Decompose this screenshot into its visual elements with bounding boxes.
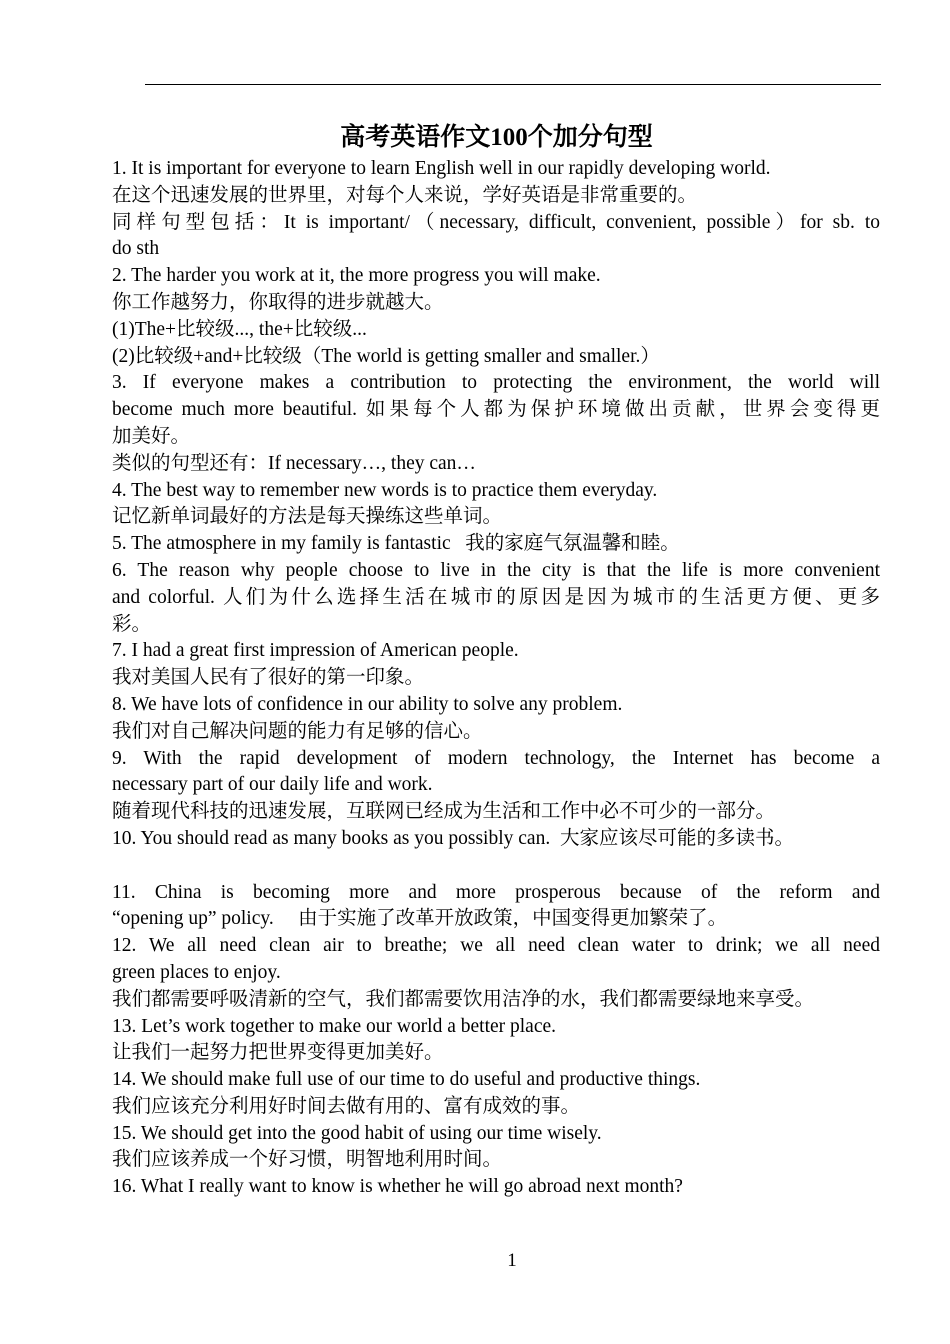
- sentence-14-english: 14. We should make full use of our time to do useful and productive things.: [112, 1069, 701, 1091]
- sentence-15-chinese: 我们应该养成一个好习惯，明智地利用时间。: [112, 1149, 503, 1171]
- sentence-3-english: 3. If everyone makes a contribution to protecting the environment, the world will: [112, 372, 880, 394]
- sentence-13-english: 13. Let’s work together to make our world a better place.: [112, 1015, 557, 1037]
- sentence-6-chinese-cont: 彩。: [112, 613, 152, 635]
- sentence-9-english: 9. With the rapid development of modern technology, the Internet has become a: [112, 747, 880, 769]
- sentence-3-pattern-note: 类似的句型还有：If necessary…, they can…: [112, 452, 476, 474]
- sentence-1-pattern-note: 同样句型包括：It is important/（necessary, difficult, convenient, possible）for sb. to: [112, 211, 880, 233]
- sentence-16-english: 16. What I really want to know is whether he will go abroad next month?: [112, 1176, 683, 1198]
- sentence-2-english: 2. The harder you work at it, the more progress you will make.: [112, 265, 601, 287]
- sentence-8-chinese: 我们对自己解决问题的能力有足够的信心。: [112, 720, 483, 742]
- header-rule: [145, 84, 881, 85]
- paragraph-gap: [112, 853, 880, 880]
- sentence-9-chinese: 随着现代科技的迅速发展，互联网已经成为生活和工作中必不可少的一部分。: [112, 801, 776, 823]
- sentence-1-english: 1. It is important for everyone to learn English well in our rapidly developing world.: [112, 158, 771, 179]
- sentence-4-english: 4. The best way to remember new words is to practice them everyday.: [112, 479, 658, 501]
- sentence-3-english-cont: become much more beautiful. 如果每个人都为保护环境做出贡献，世界会变得更: [112, 399, 880, 421]
- sentence-3-chinese-cont: 加美好。: [112, 425, 191, 447]
- sentence-8-english: 8. We have lots of confidence in our ability to solve any problem.: [112, 693, 623, 715]
- sentence-11-cont: “opening up” policy. 由于实施了改革开放政策，中国变得更加繁荣了。: [112, 908, 728, 930]
- sentence-1-chinese: 在这个迅速发展的世界里，对每个人来说，学好英语是非常重要的。: [112, 184, 698, 206]
- sentence-12-english-cont: green places to enjoy.: [112, 961, 281, 983]
- sentence-12-chinese: 我们都需要呼吸清新的空气，我们都需要饮用洁净的水，我们都需要绿地来享受。: [112, 988, 815, 1010]
- sentence-15-english: 15. We should get into the good habit of using our time wisely.: [112, 1122, 602, 1144]
- document-body: [112, 156, 880, 1201]
- sentence-11-english: 11. China is becoming more and more prosperous because of the reform and: [112, 881, 880, 903]
- sentence-14-chinese: 我们应该充分利用好时间去做有用的、富有成效的事。: [112, 1095, 581, 1117]
- sentence-7-chinese: 我对美国人民有了很好的第一印象。: [112, 667, 425, 689]
- sentence-6-english: 6. The reason why people choose to live in the city is that the life is more convenient: [112, 559, 880, 581]
- sentence-9-english-cont: necessary part of our daily life and work.: [112, 774, 433, 796]
- sentence-2-chinese: 你工作越努力，你取得的进步就越大。: [112, 291, 444, 313]
- sentence-5: 5. The atmosphere in my family is fantastic 我的家庭气氛温馨和睦。: [112, 533, 680, 555]
- sentence-1-pattern-note-cont: do sth: [112, 238, 160, 260]
- page-number: 1: [507, 1250, 517, 1271]
- sentence-13-chinese: 让我们一起努力把世界变得更加美好。: [112, 1042, 444, 1064]
- sentence-7-english: 7. I had a great first impression of American people.: [112, 640, 519, 662]
- sentence-2-pattern-1: (1)The+比较级..., the+比较级...: [112, 318, 367, 340]
- sentence-6-english-cont: and colorful. 人们为什么选择生活在城市的原因是因为城市的生活更方便、更多: [112, 586, 880, 608]
- sentence-12-english: 12. We all need clean air to breathe; we all need clean water to drink; we all need: [112, 935, 880, 957]
- sentence-10: 10. You should read as many books as you possibly can. 大家应该尽可能的多读书。: [112, 827, 794, 849]
- document-title: 高考英语作文100个加分句型: [340, 124, 653, 151]
- sentence-4-chinese: 记忆新单词最好的方法是每天操练这些单词。: [112, 506, 503, 528]
- sentence-2-pattern-2: (2)比较级+and+比较级（The world is getting smaller and smaller.）: [112, 345, 660, 367]
